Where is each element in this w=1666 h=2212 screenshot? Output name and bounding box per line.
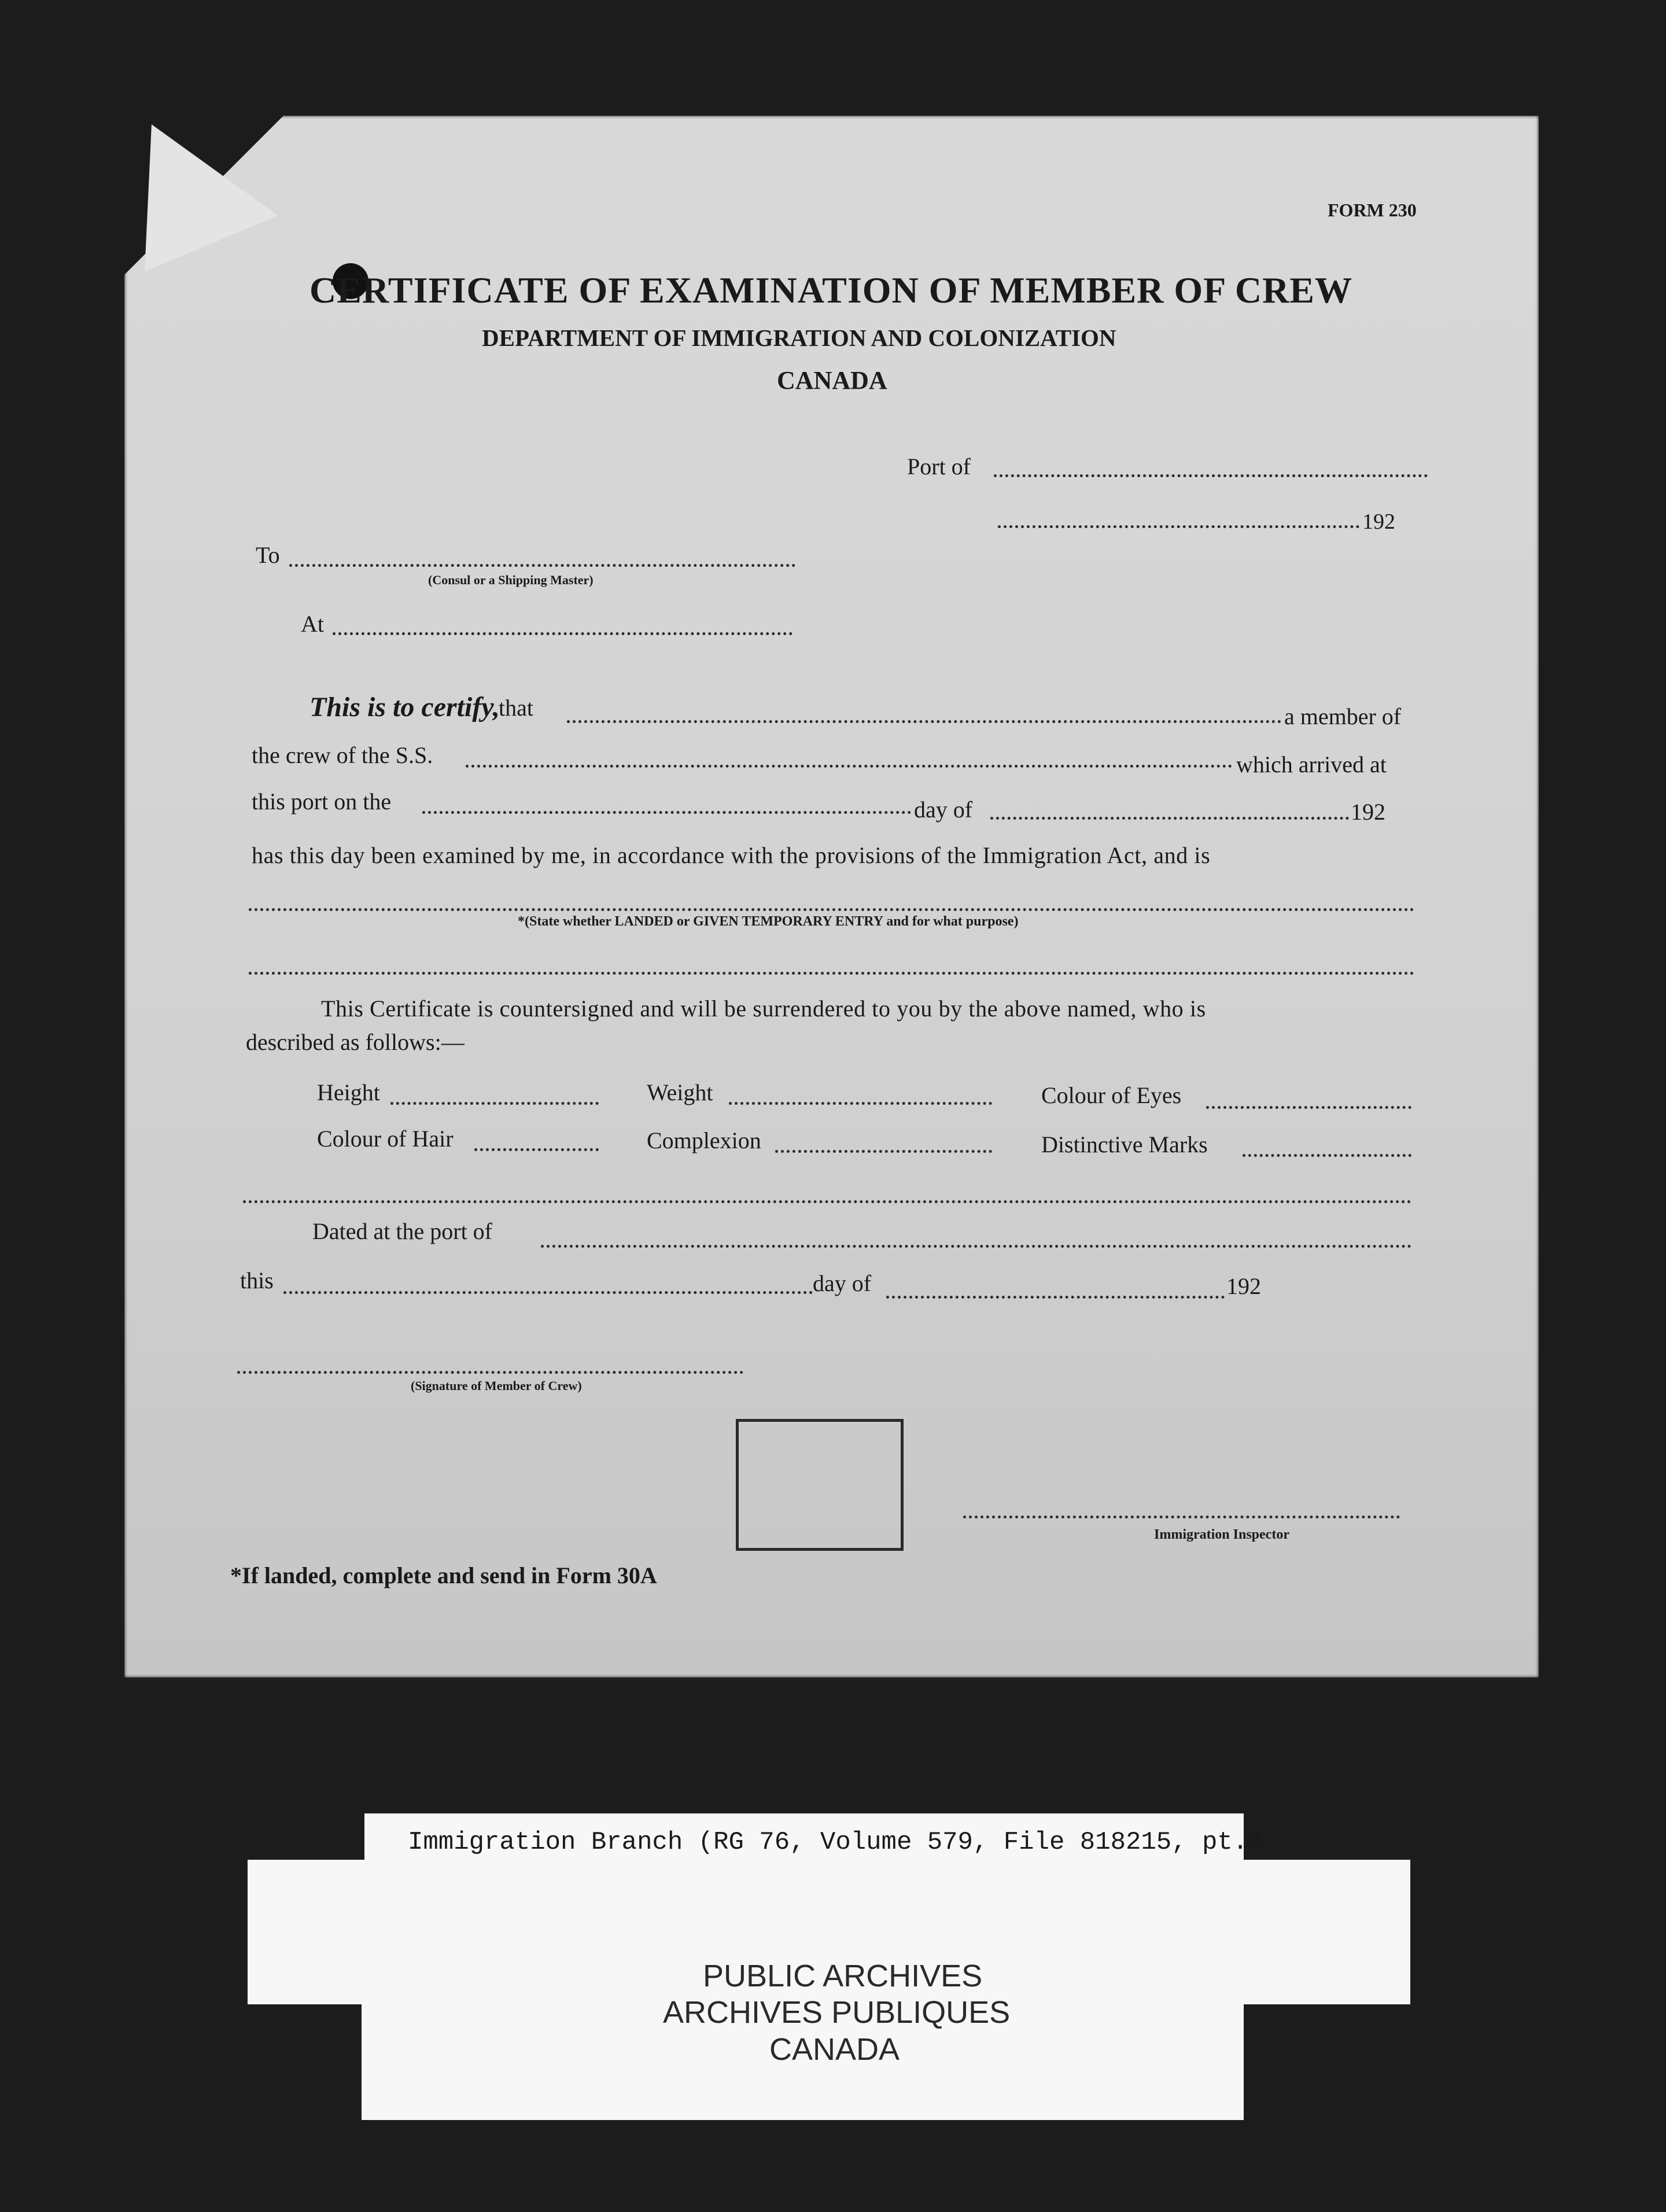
country-heading: CANADA [777, 366, 887, 395]
year-prefix: 192 [1362, 510, 1395, 534]
colour-eyes-label: Colour of Eyes [1041, 1082, 1182, 1108]
this-port-on-text: this port on the [252, 788, 392, 814]
countersigned-line-1: This Certificate is countersigned and will be surrendered to you by the above named, who is [321, 996, 1206, 1022]
stamp-box [736, 1419, 904, 1551]
distinctive-marks-label: Distinctive Marks [1041, 1131, 1208, 1157]
to-caption: (Consul or a Shipping Master) [428, 573, 594, 587]
archive-line-1: PUBLIC ARCHIVES [703, 1959, 983, 1993]
colour-hair-label: Colour of Hair [317, 1126, 454, 1152]
day-of-text: day of [914, 797, 973, 823]
colour-eyes-field[interactable] [1206, 1106, 1411, 1109]
distinctive-marks-field[interactable] [1243, 1154, 1411, 1157]
status-field-1[interactable] [249, 908, 1414, 911]
form-number: FORM 230 [1328, 200, 1417, 220]
status-caption: *(State whether LANDED or GIVEN TEMPORARY ENTRY and for what purpose) [518, 914, 1019, 929]
ship-name-field[interactable] [466, 765, 1232, 768]
inspector-caption: Immigration Inspector [1154, 1527, 1289, 1542]
form-title: CERTIFICATE OF EXAMINATION OF MEMBER OF CREW [309, 270, 1352, 311]
status-field-2[interactable] [249, 972, 1414, 975]
inspector-signature-field[interactable] [963, 1516, 1400, 1518]
to-label: To [256, 542, 280, 568]
certify-lead: This is to certify, [309, 692, 500, 722]
dated-port-label: Dated at the port of [312, 1218, 492, 1244]
dated-month-field[interactable] [886, 1296, 1225, 1299]
port-of-field[interactable] [994, 474, 1428, 477]
complexion-field[interactable] [775, 1150, 992, 1153]
dated-port-field[interactable] [541, 1245, 1411, 1248]
signature-caption: (Signature of Member of Crew) [411, 1378, 582, 1393]
weight-label: Weight [647, 1079, 713, 1105]
member-of-text: a member of [1284, 703, 1402, 729]
department-heading: DEPARTMENT OF IMMIGRATION AND COLONIZATION [482, 325, 1116, 351]
arrival-year-prefix: 192 [1351, 799, 1385, 825]
archive-line-3: CANADA [769, 2032, 900, 2067]
to-field[interactable] [289, 564, 795, 567]
complexion-label: Complexion [647, 1127, 761, 1153]
dated-day-field[interactable] [283, 1291, 813, 1294]
member-name-field[interactable] [567, 720, 1281, 723]
arrival-day-field[interactable] [422, 811, 911, 814]
crew-signature-field[interactable] [237, 1371, 743, 1374]
footnote: *If landed, complete and send in Form 30A [230, 1562, 657, 1588]
dated-year-prefix: 192 [1226, 1273, 1261, 1299]
weight-field[interactable] [729, 1102, 992, 1105]
colour-hair-field[interactable] [474, 1148, 599, 1151]
archive-line-2: ARCHIVES PUBLIQUES [663, 1995, 1011, 2030]
at-field[interactable] [333, 632, 793, 635]
arrival-month-field[interactable] [990, 817, 1349, 820]
examined-text: has this day been examined by me, in accordance with the provisions of the Immigration Act, and is [252, 842, 1211, 868]
crew-of-ss-text: the crew of the S.S. [252, 742, 433, 768]
description-extra-field[interactable] [243, 1200, 1411, 1203]
height-label: Height [317, 1079, 380, 1105]
archive-reference: Immigration Branch (RG 76, Volume 579, File 818215, pt.4 [408, 1828, 1263, 1857]
which-arrived-text: which arrived at [1236, 751, 1387, 777]
height-field[interactable] [390, 1102, 599, 1105]
at-label: At [301, 611, 324, 637]
this-label: this [240, 1267, 274, 1293]
countersigned-line-2: described as follows:— [246, 1029, 465, 1055]
dated-day-of-label: day of [813, 1270, 872, 1296]
date-field[interactable] [998, 525, 1359, 528]
port-of-label: Port of [907, 454, 971, 480]
certify-that: that [499, 695, 533, 721]
